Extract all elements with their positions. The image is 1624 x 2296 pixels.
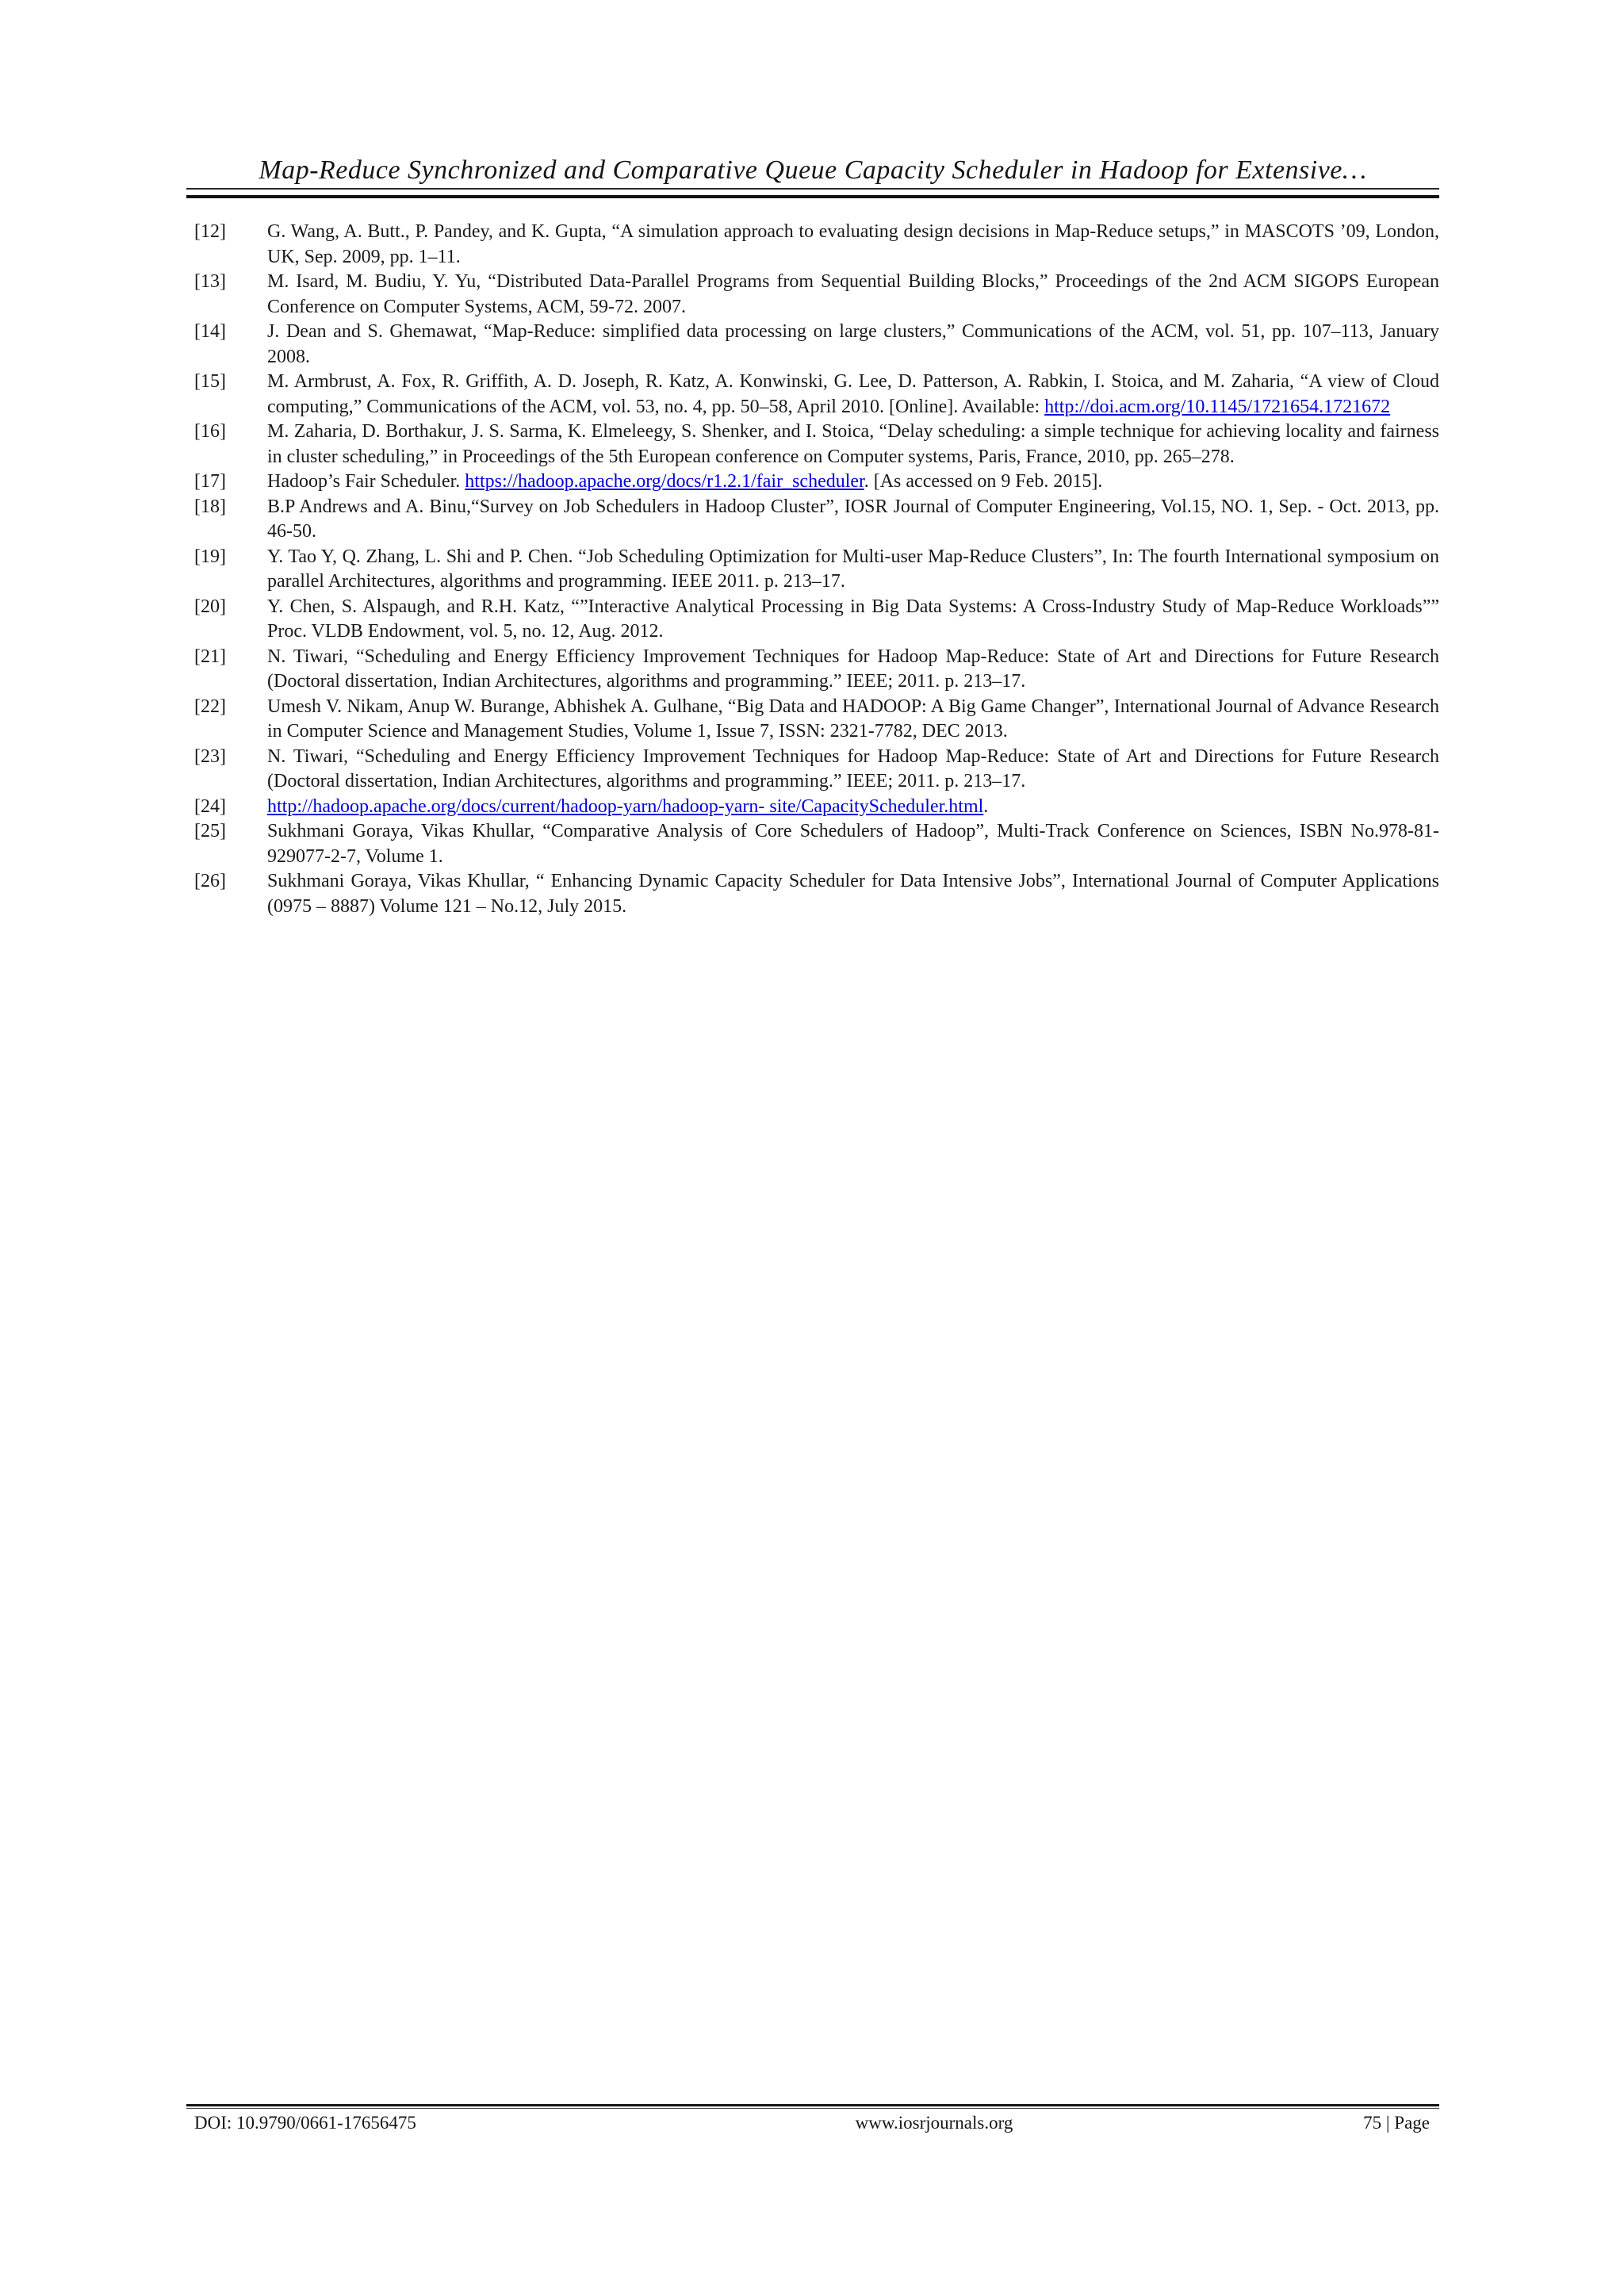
reference-label: [12] xyxy=(194,221,226,242)
reference-label: [26] xyxy=(194,871,226,891)
reference-item xyxy=(194,420,1439,470)
reference-item xyxy=(194,270,1439,320)
reference-text: Umesh V. Nikam, Anup W. Burange, Abhishek A. Gulhane, “Big Data and HADOOP: A Big Game Changer”, International Journal of Advance Research in Computer Science and Management Studies, Volume 1, Issue 7, ISSN: 2321-7782, DEC 2013. xyxy=(267,696,1439,742)
reference-item xyxy=(194,495,1439,545)
reference-label: [19] xyxy=(194,546,226,567)
reference-text: M. Zaharia, D. Borthakur, J. S. Sarma, K. Elmeleegy, S. Shenker, and I. Stoica, “Delay scheduling: a simple technique for achieving locality and fairness in cluster scheduling,” in Proceedings of the 5th European conference on Computer systems, Paris, France, 2010, pp. 265–278. xyxy=(267,421,1439,467)
reference-item xyxy=(194,595,1439,645)
reference-text: B.P Andrews and A. Binu,“Survey on Job Schedulers in Hadoop Cluster”, IOSR Journal of Computer Engineering, Vol.15, NO. 1, Sep. - Oct. 2013, pp. 46-50. xyxy=(267,496,1439,542)
reference-link[interactable]: https://hadoop.apache.org/docs/r1.2.1/fair_scheduler xyxy=(465,471,864,492)
reference-text: Y. Chen, S. Alspaugh, and R.H. Katz, “”Interactive Analytical Processing in Big Data Systems: A Cross-Industry Study of Map-Reduce Workloads”” Proc. VLDB Endowment, vol. 5, no. 12, Aug. 2012. xyxy=(267,596,1439,642)
reference-label: [13] xyxy=(194,271,226,292)
reference-text: N. Tiwari, “Scheduling and Energy Efficiency Improvement Techniques for Hadoop Map-Reduce: State of Art and Directions for Future Research (Doctoral dissertation, Indian Architectures, algorithms and programming.” IEEE; 2011. p. 213–17. xyxy=(267,646,1439,692)
footer-website: www.iosrjournals.org xyxy=(855,2113,1013,2133)
reference-item xyxy=(194,819,1439,869)
reference-label: [22] xyxy=(194,696,226,717)
reference-text: . xyxy=(983,795,989,817)
reference-link[interactable]: http://doi.acm.org/10.1145/1721654.1721672 xyxy=(1044,396,1391,417)
reference-link[interactable]: http://hadoop.apache.org/docs/current/hadoop-yarn/hadoop-yarn- site/CapacityScheduler.html xyxy=(267,795,984,817)
header-rule xyxy=(186,188,1439,198)
reference-item xyxy=(194,869,1439,919)
reference-text: . [As accessed on 9 Feb. 2015]. xyxy=(864,471,1103,492)
reference-label: [21] xyxy=(194,646,226,667)
reference-text: Hadoop’s Fair Scheduler. xyxy=(267,471,465,492)
reference-item xyxy=(194,470,1439,495)
reference-item xyxy=(194,695,1439,745)
reference-label: [14] xyxy=(194,321,226,342)
reference-label: [17] xyxy=(194,471,226,492)
reference-item xyxy=(194,795,1439,820)
reference-item xyxy=(194,320,1439,370)
footer-doi: DOI: 10.9790/0661-17656475 xyxy=(194,2113,416,2133)
page-title: Map-Reduce Synchronized and Comparative Queue Capacity Scheduler in Hadoop for Extensive… xyxy=(259,155,1367,185)
reference-text: M. Isard, M. Budiu, Y. Yu, “Distributed Data-Parallel Programs from Sequential Building Blocks,” Proceedings of the 2nd ACM SIGOPS European Conference on Computer Systems, ACM, 59-72. 2007. xyxy=(267,271,1439,317)
reference-item xyxy=(194,645,1439,695)
reference-label: [23] xyxy=(194,746,226,767)
reference-text: J. Dean and S. Ghemawat, “Map-Reduce: simplified data processing on large clusters,” Communications of the ACM, vol. 51, pp. 107–113, January 2008. xyxy=(267,321,1439,367)
reference-label: [18] xyxy=(194,496,226,517)
reference-text: Sukhmani Goraya, Vikas Khullar, “ Enhancing Dynamic Capacity Scheduler for Data Intensive Jobs”, International Journal of Computer Applications (0975 – 8887) Volume 121 – No.12, July 2015. xyxy=(267,871,1439,917)
references-list xyxy=(194,220,1439,919)
reference-label: [24] xyxy=(194,795,226,817)
reference-item xyxy=(194,220,1439,270)
reference-label: [15] xyxy=(194,371,226,392)
reference-label: [16] xyxy=(194,421,226,442)
reference-text: M. Armbrust, A. Fox, R. Griffith, A. D. Joseph, R. Katz, A. Konwinski, G. Lee, D. Patterson, A. Rabkin, I. Stoica, and M. Zaharia, “A view of Cloud computing,” Communications of the ACM, vol. 53, no. 4, pp. 50–58, April 2010. [Online]. Available: xyxy=(267,371,1439,417)
reference-label: [20] xyxy=(194,596,226,617)
reference-item xyxy=(194,545,1439,595)
footer-page-number: 75 | Page xyxy=(1363,2113,1430,2133)
footer-rule xyxy=(186,2104,1439,2109)
reference-label: [25] xyxy=(194,821,226,841)
reference-text: G. Wang, A. Butt., P. Pandey, and K. Gupta, “A simulation approach to evaluating design decisions in Map-Reduce setups,” in MASCOTS ’09, London, UK, Sep. 2009, pp. 1–11. xyxy=(267,221,1439,267)
reference-text: N. Tiwari, “Scheduling and Energy Efficiency Improvement Techniques for Hadoop Map-Reduce: State of Art and Directions for Future Research (Doctoral dissertation, Indian Architectures, algorithms and programming.” IEEE; 2011. p. 213–17. xyxy=(267,746,1439,792)
reference-item xyxy=(194,370,1439,420)
reference-item xyxy=(194,745,1439,795)
reference-text: Y. Tao Y, Q. Zhang, L. Shi and P. Chen. “Job Scheduling Optimization for Multi-user Map-Reduce Clusters”, In: The fourth International symposium on parallel Architectures, algorithms and programming. IEEE 2011. p. 213–17. xyxy=(267,546,1439,592)
reference-text: Sukhmani Goraya, Vikas Khullar, “Comparative Analysis of Core Schedulers of Hadoop”, Multi-Track Conference on Sciences, ISBN No.978-81-929077-2-7, Volume 1. xyxy=(267,821,1439,867)
footer xyxy=(194,2113,1439,2141)
